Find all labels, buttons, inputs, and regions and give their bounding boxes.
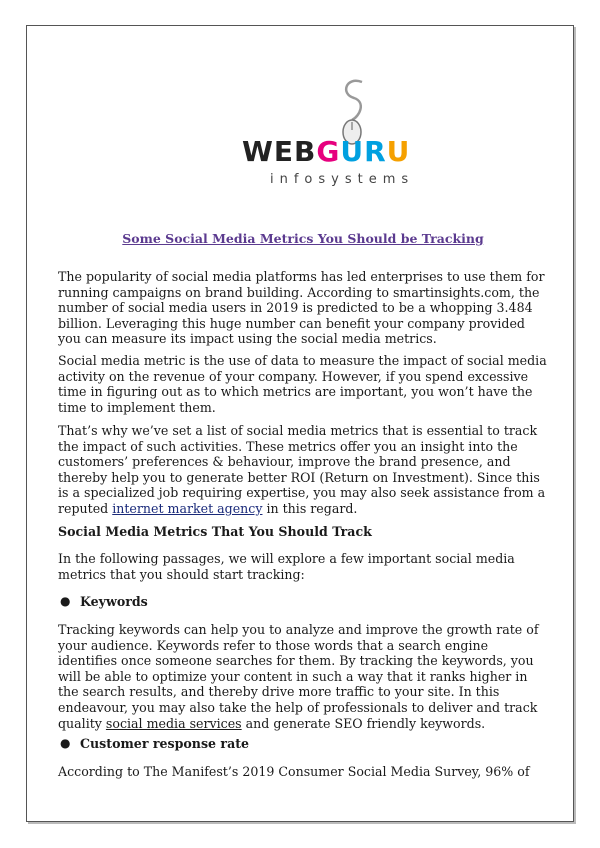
paragraph-text: and generate SEO friendly keywords. <box>241 715 486 731</box>
paragraph-text: in this regard. <box>262 500 358 516</box>
paragraph-text: That’s why we’ve set a list of social media metrics that is essential to track the impact of such activities. These metrics offer you an insight into the customers’ preferences & behaviour, improve the brand presence, and thereby help you to generate better ROI (Return on Investment). Since this is a specialized job requiring expertise, you may also seek assistance from a reputed <box>58 423 546 516</box>
webguru-logo <box>242 76 415 187</box>
bullet-icon: ● <box>60 736 71 750</box>
bullet-heading-keywords: Keywords <box>80 594 148 609</box>
paragraph-passages: In the following passages, we will explore a few important social media metrics that you should start tracking: <box>58 551 515 582</box>
logo-text-web: WEB <box>242 135 317 168</box>
bullet-heading-customer-response-rate: Customer response rate <box>80 736 250 751</box>
paragraph-list-intro <box>58 423 548 517</box>
social-media-services-link[interactable]: social media services <box>105 715 242 731</box>
logo-wordmark <box>242 135 411 168</box>
bullet-icon: ● <box>60 594 71 608</box>
paragraph-survey: According to The Manifest’s 2019 Consumer Social Media Survey, 96% of <box>58 764 530 779</box>
paragraph-keywords <box>58 622 548 731</box>
logo-text-u: U <box>386 135 411 168</box>
logo-text-g: G <box>316 135 341 168</box>
internet-market-agency-link[interactable]: internet market agency <box>112 500 263 516</box>
logo-subtitle: infosystems <box>270 172 415 187</box>
article-title[interactable]: Some Social Media Metrics You Should be Tracking <box>122 231 484 246</box>
document-page <box>26 25 574 822</box>
section-heading: Social Media Metrics That You Should Track <box>58 524 372 539</box>
paragraph-definition: Social media metric is the use of data to measure the impact of social media activity on the revenue of your company. However, if you spend excessive time in figuring out as to which metrics are important, you won’t have the time to implement them. <box>58 353 547 415</box>
paragraph-intro: The popularity of social media platforms has led enterprises to use them for running campaigns on brand building. According to smartinsights.com, the number of social media users in 2019 is predicted to be a whopping 3.484 billion. Leveraging this huge number can benefit your company provided you can measure its impact using the social media metrics. <box>58 269 545 347</box>
logo-text-ur: UR <box>340 135 387 168</box>
paragraph-text: Tracking keywords can help you to analyze and improve the growth rate of your audience. Keywords refer to those words that a search engine identifies once someone searches for them. By tracking the keywords, you will be able to optimize your content in such a way that it ranks higher in the search results, and thereby drive more traffic to your site. In this endeavour, you may also take the help of professionals to deliver and track quality <box>58 622 539 731</box>
